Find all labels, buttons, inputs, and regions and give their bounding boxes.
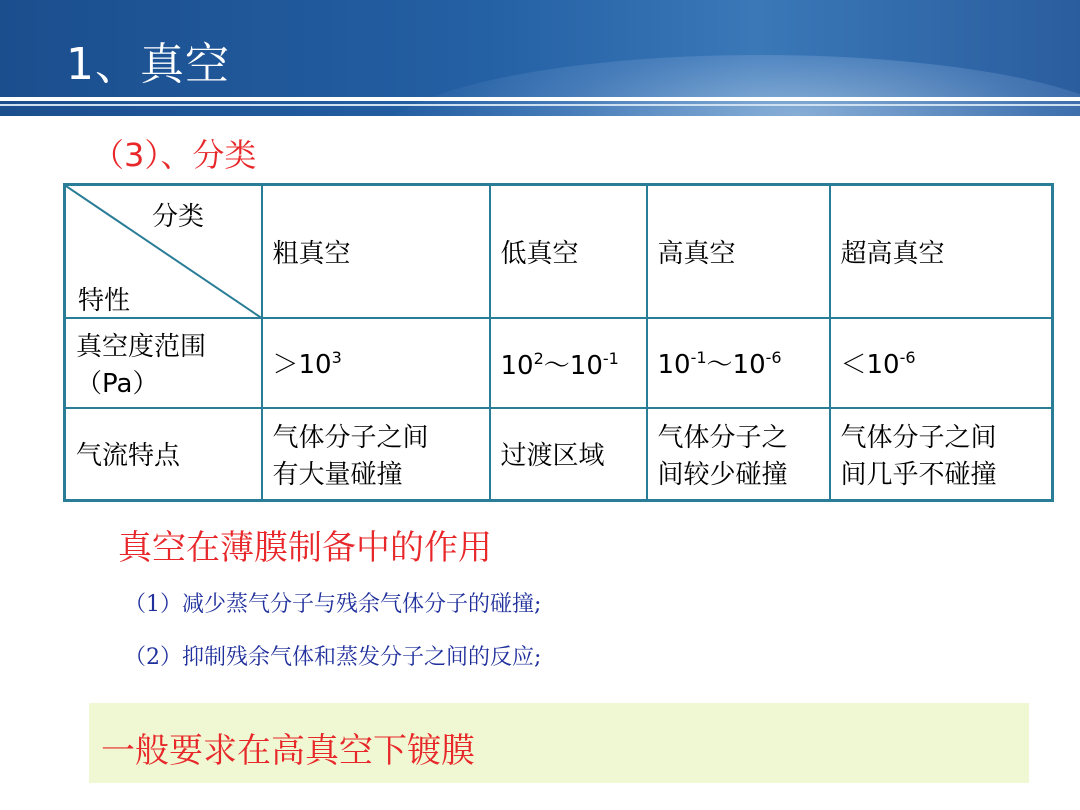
flow-cell: 气体分子之 间较少碰撞 [647, 408, 830, 501]
roles-heading: 真空在薄膜制备中的作用 [118, 528, 492, 568]
header-divider-thin [0, 104, 1080, 106]
slide-header [0, 0, 1080, 116]
flow-cell: 气体分子之间 间几乎不碰撞 [830, 408, 1053, 501]
note-text: 一般要求在高真空下镀膜 [101, 731, 475, 771]
section-subtitle: （3）、分类 [92, 136, 257, 174]
note-box [89, 703, 1029, 783]
corner-label-category: 分类 [152, 202, 205, 232]
vacuum-classification-table [63, 183, 1054, 502]
table-corner-cell [65, 185, 262, 318]
header-divider [0, 97, 1080, 101]
table-row-flow [65, 408, 1053, 501]
globe-decoration [380, 55, 1080, 116]
column-header: 高真空 [647, 185, 830, 318]
pressure-cell: $>10^3$ [262, 318, 490, 408]
corner-label-property: 特性 [78, 286, 131, 316]
table-row-pressure [65, 318, 1053, 408]
row-label-flow: 气流特点 [65, 408, 262, 501]
pressure-cell: $10^{-1}\sim 10^{-6}$ [647, 318, 830, 408]
row-label-line: 真空度范围 [76, 331, 207, 362]
slide-title: 1、真空 [66, 39, 230, 90]
pressure-cell: $<10^{-6}$ [830, 318, 1053, 408]
role-item: （1）减少蒸气分子与残余气体分子的碰撞; [124, 592, 542, 617]
column-header: 超高真空 [830, 185, 1053, 318]
table-header-row [65, 185, 1053, 318]
row-label-pressure [65, 318, 262, 408]
flow-cell: 过渡区域 [490, 408, 647, 501]
row-label-unit: （Pa） [76, 368, 159, 399]
flow-cell: 气体分子之间 有大量碰撞 [262, 408, 490, 501]
role-item: （2）抑制残余气体和蒸发分子之间的反应; [124, 645, 542, 670]
column-header: 粗真空 [262, 185, 490, 318]
column-header: 低真空 [490, 185, 647, 318]
pressure-cell: $10^2\sim 10^{-1}$ [490, 318, 647, 408]
